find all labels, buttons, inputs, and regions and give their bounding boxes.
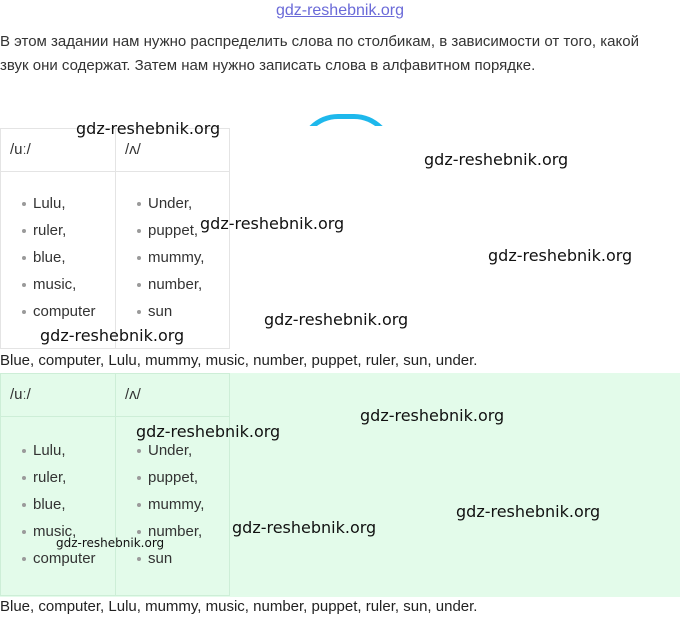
list-item: music,: [13, 518, 115, 545]
watermark: gdz-reshebnik.org: [488, 246, 633, 265]
watermark: gdz-reshebnik.org: [360, 406, 505, 425]
watermark: gdz-reshebnik.org: [136, 422, 281, 441]
list-item: computer: [13, 545, 115, 572]
list-item: puppet,: [128, 464, 229, 491]
list-item: number,: [128, 518, 229, 545]
header-uu: /uː/: [1, 374, 116, 417]
watermark: gdz-reshebnik.org: [40, 326, 185, 345]
words-cell-uh: [116, 417, 230, 596]
list-item: ruler,: [13, 217, 115, 244]
intro-paragraph: В этом задании нам нужно распределить слова по столбикам, в зависимости от того, какой звук они содержат. Затем нам нужно записать слова в алфавитном порядке.: [0, 33, 639, 74]
list-item: Under,: [128, 437, 229, 464]
list-item: sun: [128, 298, 229, 325]
answer-text: Blue, computer, Lulu, mummy, music, number, puppet, ruler, sun, under.: [0, 352, 478, 369]
site-link[interactable]: gdz-reshebnik.org: [275, 2, 405, 19]
words-cell-uu: [1, 417, 116, 596]
sound-table: [0, 128, 230, 349]
watermark: gdz-reshebnik.org: [264, 310, 409, 329]
sound-table-highlighted: [0, 373, 230, 596]
list-item: number,: [128, 271, 229, 298]
list-item: computer: [13, 298, 115, 325]
list-item: mummy,: [128, 491, 229, 518]
loading-spinner-icon: [298, 114, 394, 154]
watermark: gdz-reshebnik.org: [56, 536, 165, 550]
header-uh: /ʌ/: [116, 374, 230, 417]
list-item: Under,: [128, 190, 229, 217]
answer-text: Blue, computer, Lulu, mummy, music, number, puppet, ruler, sun, under.: [0, 598, 478, 615]
watermark: gdz-reshebnik.org: [76, 119, 221, 138]
watermark: gdz-reshebnik.org: [200, 214, 345, 233]
list-item: Lulu,: [13, 190, 115, 217]
list-item: Lulu,: [13, 437, 115, 464]
watermark: gdz-reshebnik.org: [424, 150, 569, 169]
words-cell-uu: [1, 172, 116, 349]
watermark: gdz-reshebnik.org: [456, 502, 601, 521]
words-cell-uh: [116, 172, 230, 349]
list-item: music,: [13, 271, 115, 298]
list-item: blue,: [13, 491, 115, 518]
list-item: puppet,: [128, 217, 229, 244]
list-item: blue,: [13, 244, 115, 271]
list-item: mummy,: [128, 244, 229, 271]
header-uu: /uː/: [1, 129, 116, 172]
watermark: gdz-reshebnik.org: [232, 518, 377, 537]
header-uh: /ʌ/: [116, 129, 230, 172]
list-item: sun: [128, 545, 229, 572]
list-item: ruler,: [13, 464, 115, 491]
